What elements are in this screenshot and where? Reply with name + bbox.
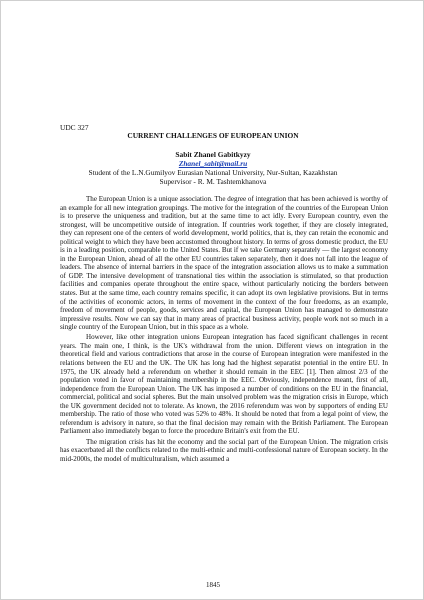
paragraph-3: The migration crisis has hit the economy and the social part of the European Union. The migration crisis has exacerbated all the conflicts related to the multi-ethnic and multi-confessional nature of European society. In the mid-2000s, the model of multiculturalism, which assumed a bbox=[60, 437, 388, 463]
udc-code: UDC 327 bbox=[60, 123, 89, 132]
author-name: Sabit Zhanel Gabitkyzy bbox=[175, 150, 251, 159]
supervisor-line: Supervisor - R. M. Tashtemkhanova bbox=[159, 177, 267, 186]
paper-title: CURRENT CHALLENGES OF EUROPEAN UNION bbox=[127, 131, 299, 140]
body-text bbox=[60, 195, 388, 465]
author-affiliation: Student of the L.N.Gumilyov Eurasian National University, Nur-Sultan, Kazakhstan bbox=[88, 168, 338, 177]
paragraph-1: The European Union is a unique association. The degree of integration that has been achieved is worthy of an example for all new integration groupings. The motive for the integration of the countries of the European Union is to preserve the uniqueness and tradition, but at the same time to act idly. Every European country, even the strongest, will be uncompetitive outside of integration. If countries work together, if they are closely integrated, they can represent one of the centers of world development, world politics, that is, they can retain the economic and political weight to which they have been accustomed throughout history. In terms of gross domestic product, the EU is in a leading position, comparable to the United States. But if we take Germany separately — the largest economy in the European Union, ahead of all the other EU countries taken separately, then it does not fall into the league of leaders. The absence of internal barriers in the space of the integration association allows us to make a summation of GDP. The intensive development of transnational ties within the association is stimulated, so that production facilities and companies operate throughout the entire space, without particularly noticing the borders between states. But at the same time, each country remains specific, it can adopt its own legislative provisions. But in terms of the activities of economic actors, in terms of movement in the context of the four freedoms, as an example, freedom of movement of people, goods, services and capital, the European Union has managed to demonstrate impressive results. Now we can say that in many areas of practical business activity, people work not so much in a single country of the European Union, but in this space as a whole. bbox=[60, 195, 388, 332]
paragraph-2: However, like other integration unions European integration has faced significant challenges in recent years. The main one, I think, is the UK's withdrawal from the union. Different views on integration in the theoretical field and various contradictions that arose in the course of European integration were manifested in the relations between the EU and the UK. The UK has long had the highest separatist potential in the entire EU. In 1975, the UK already held a referendum on whether it should remain in the EEC [1]. Then almost 2/3 of the population voted in favor of maintaining membership in the EEC. Obviously, independence meant, first of all, independence from the European Union. The UK has imposed a number of conditions on the EU in the financial, commercial, political and social spheres. But the main unsolved problem was the migration crisis in Europe, which the UK government decided not to tolerate. As known, the 2016 referendum was won by supporters of ending EU membership. The ratio of those who voted was 52% to 48%. It should be noted that from a legal point of view, the referendum is advisory in nature, so that the final decision may remain with the British Parliament. The European Parliament also immediately began to force the procedure Britain's exit from the EU. bbox=[60, 333, 388, 436]
page-number: 1845 bbox=[206, 581, 220, 589]
author-email-link[interactable]: Zhanel_sabit@mail.ru bbox=[178, 159, 248, 168]
